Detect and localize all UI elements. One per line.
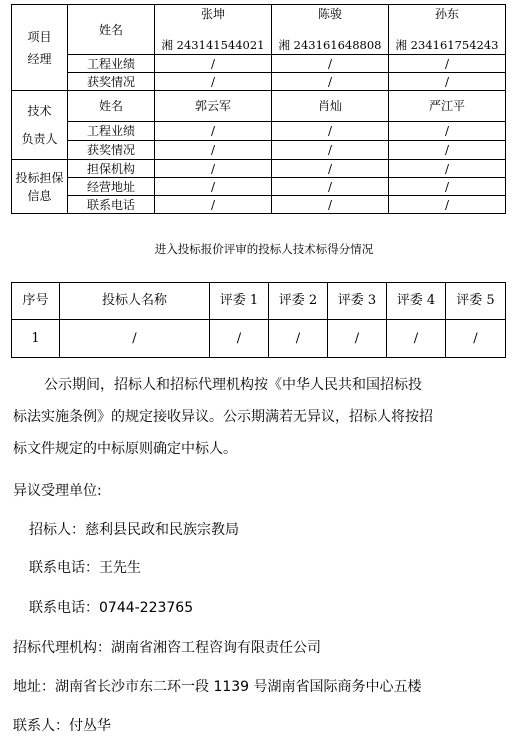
manager-name: 陈骏 (317, 7, 342, 21)
personnel-table (11, 4, 506, 214)
empty-cell: / (155, 73, 272, 91)
empty-cell: / (272, 178, 389, 196)
label-line: 负责人 (21, 132, 58, 146)
label-line: 信息 (27, 188, 52, 203)
empty-cell: / (210, 320, 269, 358)
empty-cell: / (328, 320, 387, 358)
tech-lead-label (12, 91, 68, 160)
performance-label: 工程业绩 (68, 122, 155, 141)
name-label: 姓名 (68, 91, 155, 122)
manager-name: 孙东 (434, 7, 459, 21)
tenderer: 招标人：慈利县民政和民族宗教局 (29, 522, 239, 538)
objection-title: 异议受理单位: (13, 483, 102, 499)
address: 地址：湖南省长沙市东二环一段 1139 号湖南省国际商务中心五楼 (13, 679, 422, 695)
empty-cell: / (155, 122, 272, 141)
label-line: 项目 (27, 29, 52, 44)
manager-cert: 湘 243161648808 (278, 38, 382, 52)
empty-cell: / (272, 73, 389, 91)
header-judge-5: 评委 5 (446, 283, 506, 320)
empty-cell: / (389, 141, 506, 160)
contact-phone-label: 联系电话 (68, 196, 155, 214)
notice-line: 标法实施条例》的规定接收异议。公示期满若无异议，招标人将按招 (13, 409, 433, 425)
row-index: 1 (12, 320, 60, 358)
empty-cell: / (272, 196, 389, 214)
awards-label: 获奖情况 (68, 141, 155, 160)
manager-cell (389, 5, 506, 55)
tech-person-name: 郭云军 (155, 91, 272, 122)
empty-cell: / (155, 55, 272, 73)
label-line: 投标担保 (15, 170, 64, 185)
project-manager-label (12, 5, 68, 91)
empty-cell: / (60, 320, 210, 358)
header-judge-3: 评委 3 (328, 283, 387, 320)
empty-cell: / (155, 196, 272, 214)
empty-cell: / (155, 160, 272, 178)
performance-label: 工程业绩 (68, 55, 155, 73)
header-judge-2: 评委 2 (269, 283, 328, 320)
contact-phone-1: 联系电话：王先生 (29, 560, 141, 576)
awards-label: 获奖情况 (68, 73, 155, 91)
label-line: 技术 (27, 104, 52, 118)
header-judge-4: 评委 4 (387, 283, 446, 320)
guarantee-label (12, 160, 68, 214)
empty-cell: / (272, 55, 389, 73)
empty-cell: / (155, 141, 272, 160)
notice-line: 标文件规定的中标原则确定中标人。 (13, 441, 237, 457)
agency: 招标代理机构：湖南省湘咨工程咨询有限责任公司 (13, 640, 321, 656)
contact-phone-2: 联系电话：0744-223765 (29, 600, 194, 616)
score-table (11, 282, 506, 358)
empty-cell: / (272, 160, 389, 178)
header-judge-1: 评委 1 (210, 283, 269, 320)
empty-cell: / (389, 122, 506, 141)
manager-cell (155, 5, 272, 55)
contact-person: 联系人：付丛华 (13, 718, 111, 734)
empty-cell: / (389, 160, 506, 178)
table-caption: 进入投标报价评审的投标人技术标得分情况 (154, 242, 374, 256)
empty-cell: / (155, 178, 272, 196)
manager-name: 张坤 (200, 7, 225, 21)
empty-cell: / (269, 320, 328, 358)
manager-cell (272, 5, 389, 55)
empty-cell: / (272, 141, 389, 160)
manager-cert: 湘 243141544021 (161, 38, 265, 52)
tech-person-name: 肖灿 (272, 91, 389, 122)
empty-cell: / (389, 178, 506, 196)
empty-cell: / (389, 55, 506, 73)
header-index: 序号 (12, 283, 60, 320)
business-address-label: 经营地址 (68, 178, 155, 196)
header-bidder-name: 投标人名称 (60, 283, 210, 320)
empty-cell: / (272, 122, 389, 141)
empty-cell: / (389, 73, 506, 91)
empty-cell: / (387, 320, 446, 358)
guarantee-agency-label: 担保机构 (68, 160, 155, 178)
name-label: 姓名 (68, 5, 155, 55)
manager-cert: 湘 234161754243 (395, 38, 499, 52)
tech-person-name: 严江平 (389, 91, 506, 122)
empty-cell: / (389, 196, 506, 214)
empty-cell: / (446, 320, 506, 358)
label-line: 经理 (27, 51, 52, 66)
notice-line: 公示期间，招标人和招标代理机构按《中华人民共和国招标投 (44, 377, 422, 393)
